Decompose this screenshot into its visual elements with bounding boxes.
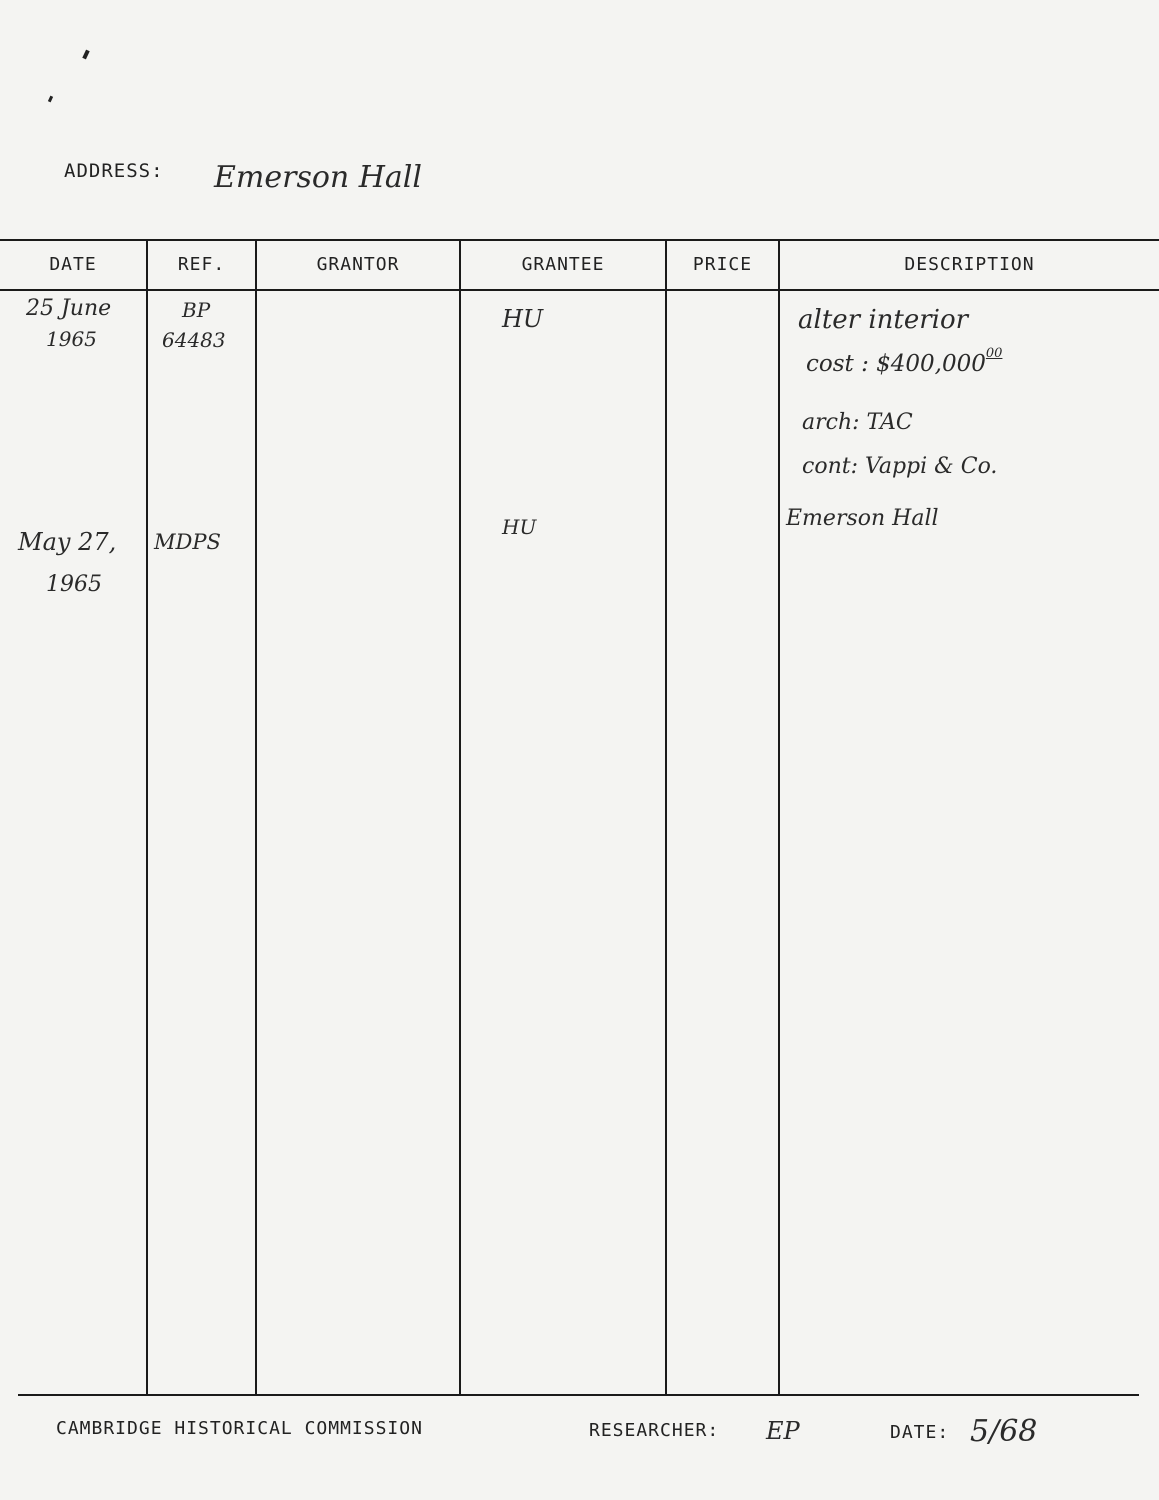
row-description-line xyxy=(806,346,1002,377)
row-date-line2: 1965 xyxy=(46,327,97,351)
row-grantee: HU xyxy=(502,305,544,333)
column-header-grantor: GRANTOR xyxy=(316,254,400,275)
footer-date-label: DATE: xyxy=(890,1422,950,1443)
column-divider xyxy=(778,240,780,1395)
address-label: ADDRESS: xyxy=(64,160,164,182)
table-header-border xyxy=(0,289,1159,291)
column-header-description: DESCRIPTION xyxy=(904,254,1035,275)
column-divider xyxy=(255,240,257,1395)
column-header-grantee: GRANTEE xyxy=(521,254,605,275)
address-value: Emerson Hall xyxy=(214,160,422,195)
row-ref-line1: MDPS xyxy=(154,530,221,554)
row-date-line1: May 27, xyxy=(18,528,117,556)
stray-mark xyxy=(48,96,53,103)
row-description-line: arch: TAC xyxy=(802,410,913,435)
row-description-line: cont: Vappi & Co. xyxy=(802,454,998,479)
row-date-line2: 1965 xyxy=(46,572,102,597)
row-ref-line1: BP xyxy=(182,298,211,322)
column-header-date: DATE xyxy=(49,254,97,275)
column-header-price: PRICE xyxy=(692,254,753,275)
column-divider xyxy=(459,240,461,1395)
row-description-line: alter interior xyxy=(798,305,969,335)
column-divider xyxy=(146,240,148,1395)
row-grantee: HU xyxy=(502,515,537,539)
table-bottom-border xyxy=(18,1394,1139,1396)
stray-mark xyxy=(82,50,89,60)
footer-researcher-label: RESEARCHER: xyxy=(589,1420,720,1441)
row-description-cost-superscript: 00 xyxy=(985,346,1003,361)
table-top-border xyxy=(0,239,1159,241)
row-description-cost: cost : $400,000 xyxy=(806,351,986,377)
column-header-ref: REF. xyxy=(177,254,226,275)
footer-date-value: 5/68 xyxy=(970,1414,1038,1449)
column-divider xyxy=(665,240,667,1395)
footer-researcher-value: EP xyxy=(766,1417,800,1445)
row-description-line: Emerson Hall xyxy=(786,506,939,531)
row-ref-line2: 64483 xyxy=(162,328,226,352)
footer-organization: CAMBRIDGE HISTORICAL COMMISSION xyxy=(56,1418,423,1439)
row-date-line1: 25 June xyxy=(26,296,112,321)
